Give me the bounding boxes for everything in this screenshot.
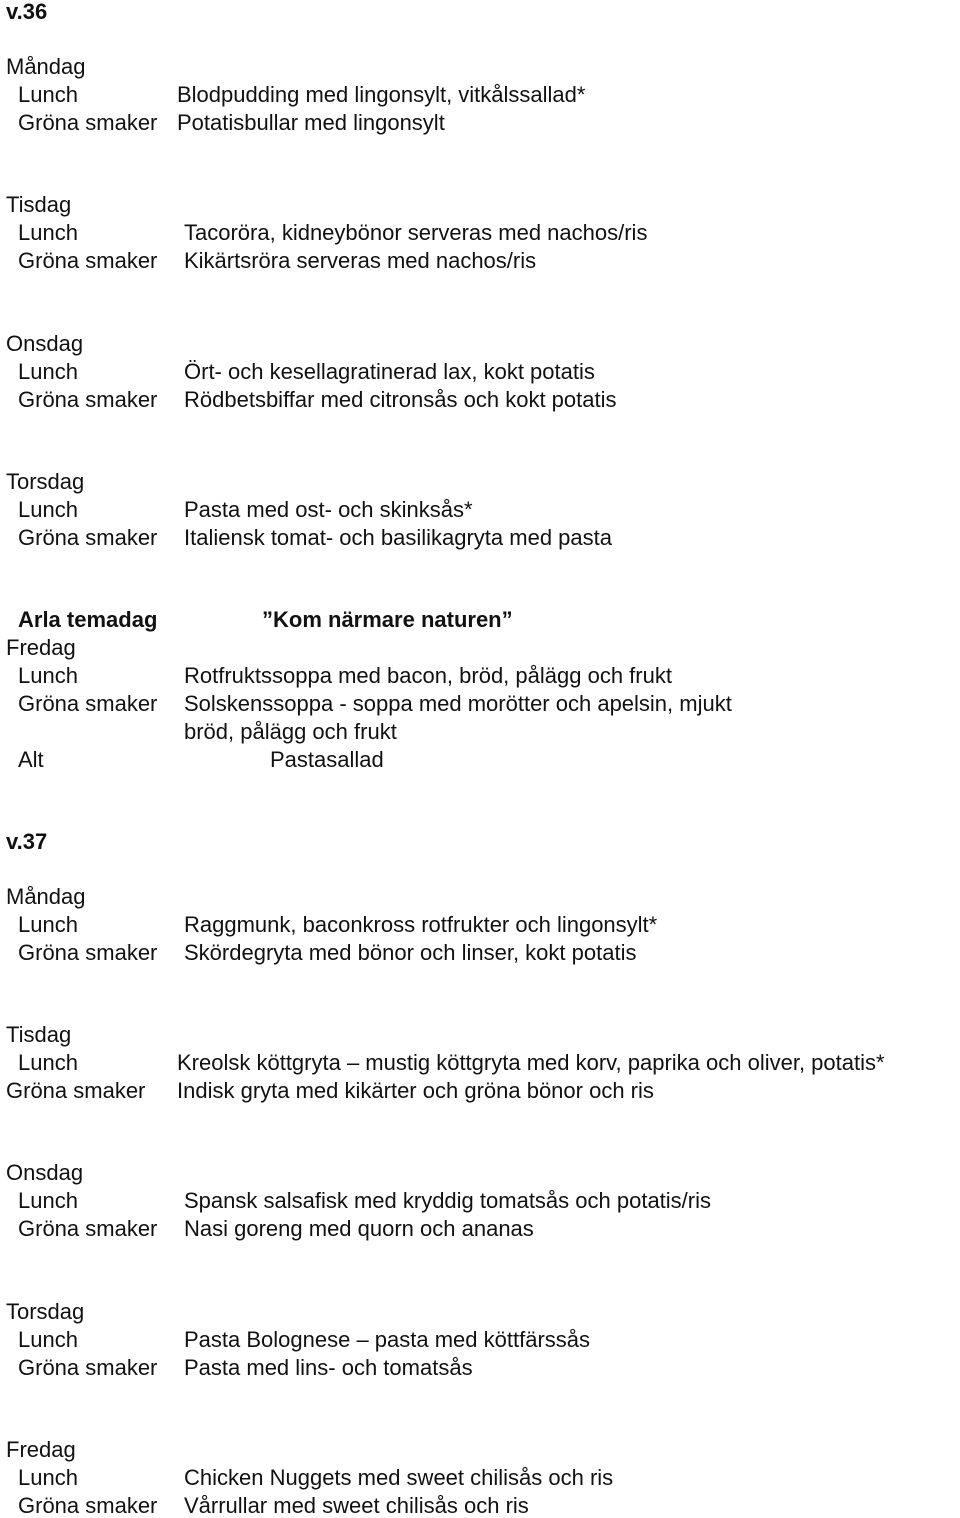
green-dish: Pasta med lins- och tomatsås [184,1355,473,1380]
green-label: Gröna smaker [18,248,158,273]
lunch-label: Lunch [18,1188,78,1213]
lunch-dish: Tacoröra, kidneybönor serveras med nachos/ris [184,220,648,245]
lunch-label: Lunch [18,912,78,937]
lunch-dish: Spansk salsafisk med kryddig tomatsås och potatis/ris [184,1188,712,1213]
lunch-dish: Raggmunk, baconkross rotfrukter och lingonsylt* [184,912,658,937]
lunch-label: Lunch [18,497,78,522]
green-dish-continued: bröd, pålägg och frukt [184,719,397,744]
day-heading: Onsdag [6,1160,84,1185]
lunch-label: Lunch [18,220,78,245]
green-dish: Nasi goreng med quorn och ananas [184,1216,534,1241]
green-label: Gröna smaker [18,940,158,965]
day-heading: Tisdag [6,1022,72,1047]
theme-title: ”Kom närmare naturen” [262,607,513,632]
green-label: Gröna smaker [18,1355,158,1380]
day-heading: Fredag [6,635,76,660]
day-heading: Måndag [6,54,86,79]
green-label: Gröna smaker [18,1493,158,1518]
alt-dish: Pastasallad [270,747,384,772]
day-heading: Fredag [6,1437,76,1462]
lunch-dish: Pasta med ost- och skinksås* [184,497,473,522]
lunch-dish: Ört- och kesellagratinerad lax, kokt potatis [184,359,595,384]
lunch-label: Lunch [18,359,78,384]
green-label: Gröna smaker [18,691,158,716]
green-label: Gröna smaker [18,110,158,135]
lunch-dish: Blodpudding med lingonsylt, vitkålssallad* [177,82,586,107]
lunch-label: Lunch [18,1327,78,1352]
green-dish: Skördegryta med bönor och linser, kokt potatis [184,940,637,965]
lunch-dish: Chicken Nuggets med sweet chilisås och ris [184,1465,614,1490]
lunch-label: Lunch [18,663,78,688]
week-heading: v.37 [6,829,48,854]
green-dish: Potatisbullar med lingonsylt [177,110,445,135]
day-heading: Tisdag [6,192,72,217]
green-dish: Indisk gryta med kikärter och gröna bönor och ris [177,1078,654,1103]
green-dish: Rödbetsbiffar med citronsås och kokt potatis [184,387,617,412]
day-heading: Torsdag [6,469,85,494]
lunch-dish: Pasta Bolognese – pasta med köttfärssås [184,1327,591,1352]
green-dish: Solskenssoppa - soppa med morötter och apelsin, mjukt [184,691,732,716]
green-dish: Kikärtsröra serveras med nachos/ris [184,248,537,273]
green-dish: Vårrullar med sweet chilisås och ris [184,1493,529,1518]
lunch-label: Lunch [18,1465,78,1490]
lunch-label: Lunch [18,1050,78,1075]
week-heading: v.36 [6,0,48,24]
lunch-label: Lunch [18,82,78,107]
lunch-dish: Kreolsk köttgryta – mustig köttgryta med korv, paprika och oliver, potatis* [177,1050,885,1075]
day-heading: Måndag [6,884,86,909]
green-dish: Italiensk tomat- och basilikagryta med pasta [184,525,612,550]
alt-label: Alt [18,747,44,772]
theme-day-label: Arla temadag [18,607,158,632]
green-label: Gröna smaker [18,525,158,550]
green-label: Gröna smaker [18,387,158,412]
green-label: Gröna smaker [6,1078,146,1103]
green-label: Gröna smaker [18,1216,158,1241]
lunch-dish: Rotfruktssoppa med bacon, bröd, pålägg och frukt [184,663,672,688]
day-heading: Torsdag [6,1299,85,1324]
day-heading: Onsdag [6,331,84,356]
